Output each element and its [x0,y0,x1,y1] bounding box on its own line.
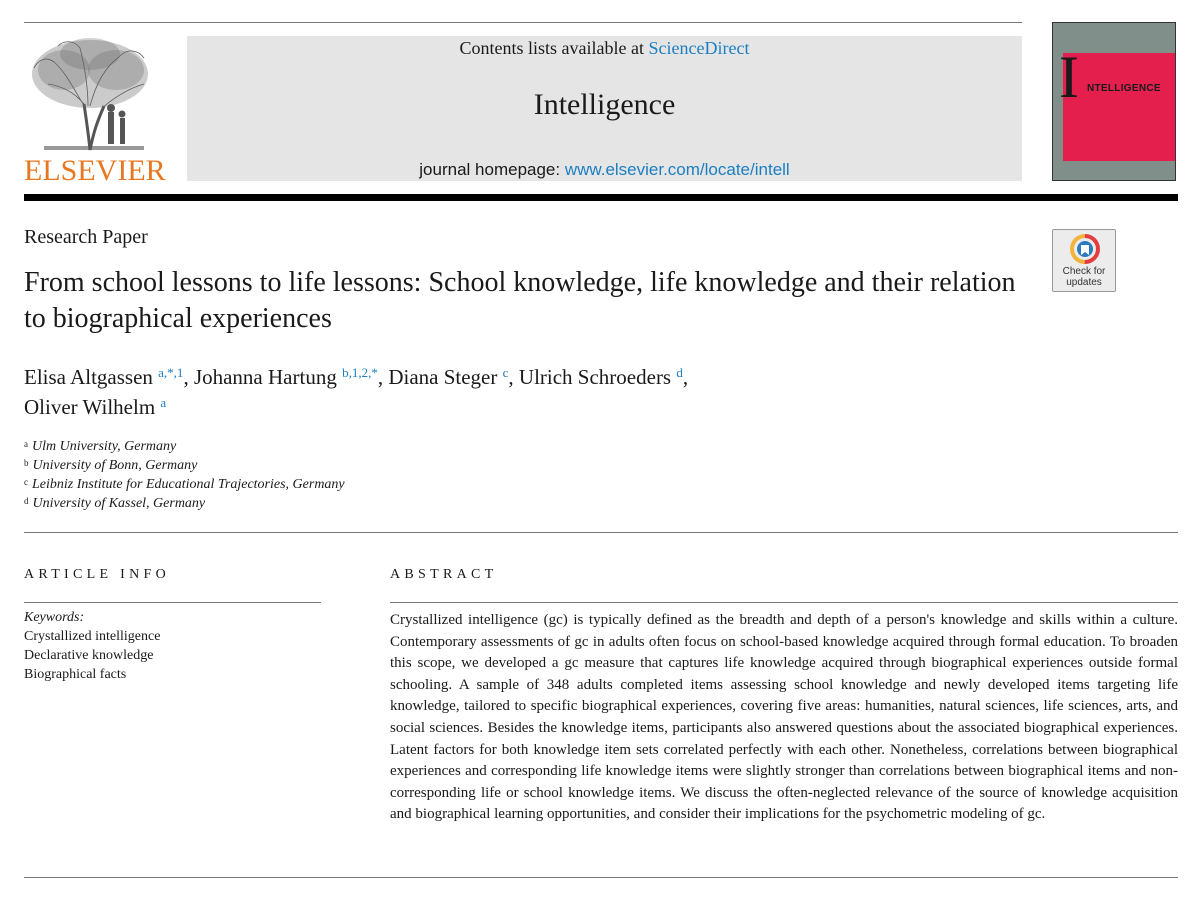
section-divider [24,532,1178,533]
check-for-updates-icon [1070,234,1100,264]
elsevier-tree-icon [24,34,156,152]
homepage-prefix: journal homepage: [419,160,565,179]
author-name[interactable]: Oliver Wilhelm [24,395,156,419]
author-separator: , [377,365,389,389]
affiliation-item [24,494,345,513]
affiliation-mark: a [24,439,28,449]
abstract-heading: ABSTRACT [390,567,498,582]
author-name[interactable]: Ulrich Schroeders [518,365,672,389]
elsevier-wordmark: ELSEVIER [24,154,166,187]
keyword-item: Crystallized intelligence [24,629,161,644]
author-name[interactable]: Johanna Hartung [193,365,337,389]
author-name[interactable]: Diana Steger [388,365,498,389]
article-title: From school lessons to life lessons: School knowledge, life knowledge and their relation to biographical experiences [24,267,1016,334]
author-marks[interactable]: d [676,365,683,380]
article-info-rule [24,602,321,603]
cover-pink-block [1063,53,1175,161]
homepage-line [187,160,1022,180]
check-for-updates-label [1053,266,1115,288]
affiliation-mark: c [24,477,28,487]
check-label-line2: updates [1066,277,1102,288]
affiliation-item [24,475,345,494]
affiliation-mark: d [24,496,29,506]
keyword-item: Biographical facts [24,667,127,682]
affiliation-mark: b [24,458,29,468]
affiliation-list [24,437,345,513]
contents-line [187,38,1022,58]
thick-rule [24,194,1178,201]
abstract-text: Crystallized intelligence (gc) is typically defined as the breadth and depth of a person's knowledge and skills within a culture. Contemporary assessments of gc in adults often focus on school-based knowledge acquired through formal education. To broaden this scope, we developed a gc measure that captures life knowledge acquired through biographical experiences outside formal schooling. A sample of 348 adults completed items assessing school knowledge and newly developed items targeting life knowledge, tailored to specific biographical experiences, covering five areas: humanities, natural sciences, life sciences, arts, and social sciences. Besides the knowledge items, participants also answered questions about the associated biographical experiences. Latent factors for both knowledge item sets correlated perfectly with each other. Nonetheless, correlations between biographical experiences and corresponding life knowledge items were slightly stronger than correlations between biographical items and non-corresponding life or school knowledge items. We discuss the often-neglected relevance of the source of knowledge acquisition and biographical learning opportunities, and consider their implications for the psychometric modeling of gc. [390,612,1178,823]
author-separator: , [183,365,194,389]
affiliation-text: University of Kassel, Germany [32,496,206,511]
keywords-label: Keywords: [24,610,85,625]
contents-prefix: Contents lists available at [459,38,649,58]
journal-cover[interactable] [1052,22,1176,181]
affiliation-item [24,456,345,475]
top-rule [24,22,1022,23]
cover-title: NTELLIGENCE [1087,83,1161,94]
elsevier-logo[interactable] [24,34,166,187]
sciencedirect-link[interactable]: ScienceDirect [648,38,750,58]
journal-name: Intelligence [533,88,676,121]
affiliation-item [24,437,345,456]
check-for-updates-button[interactable] [1052,229,1116,292]
keywords-block [24,608,160,684]
author-marks[interactable]: b,1,2,* [342,365,378,380]
affiliation-text: University of Bonn, Germany [32,458,198,473]
check-label-line1: Check for [1062,266,1106,277]
journal-homepage-link[interactable]: www.elsevier.com/locate/intell [564,160,790,179]
author-separator: , [508,365,519,389]
author-list [24,362,1024,422]
article-info-heading: ARTICLE INFO [24,567,171,582]
author-name[interactable]: Elisa Altgassen [24,365,153,389]
cover-big-letter: I [1059,44,1079,110]
affiliation-text: Leibniz Institute for Educational Trajectories, Germany [32,477,345,492]
journal-masthead [187,36,1022,181]
bottom-rule [24,877,1178,878]
affiliation-text: Ulm University, Germany [32,439,177,454]
article-type: Research Paper [24,226,148,248]
abstract-rule [390,602,1178,603]
keyword-item: Declarative knowledge [24,648,154,663]
author-separator: , [682,365,689,389]
author-marks[interactable]: a [160,395,167,410]
author-marks[interactable]: c [502,365,509,380]
author-marks[interactable]: a,*,1 [158,365,184,380]
